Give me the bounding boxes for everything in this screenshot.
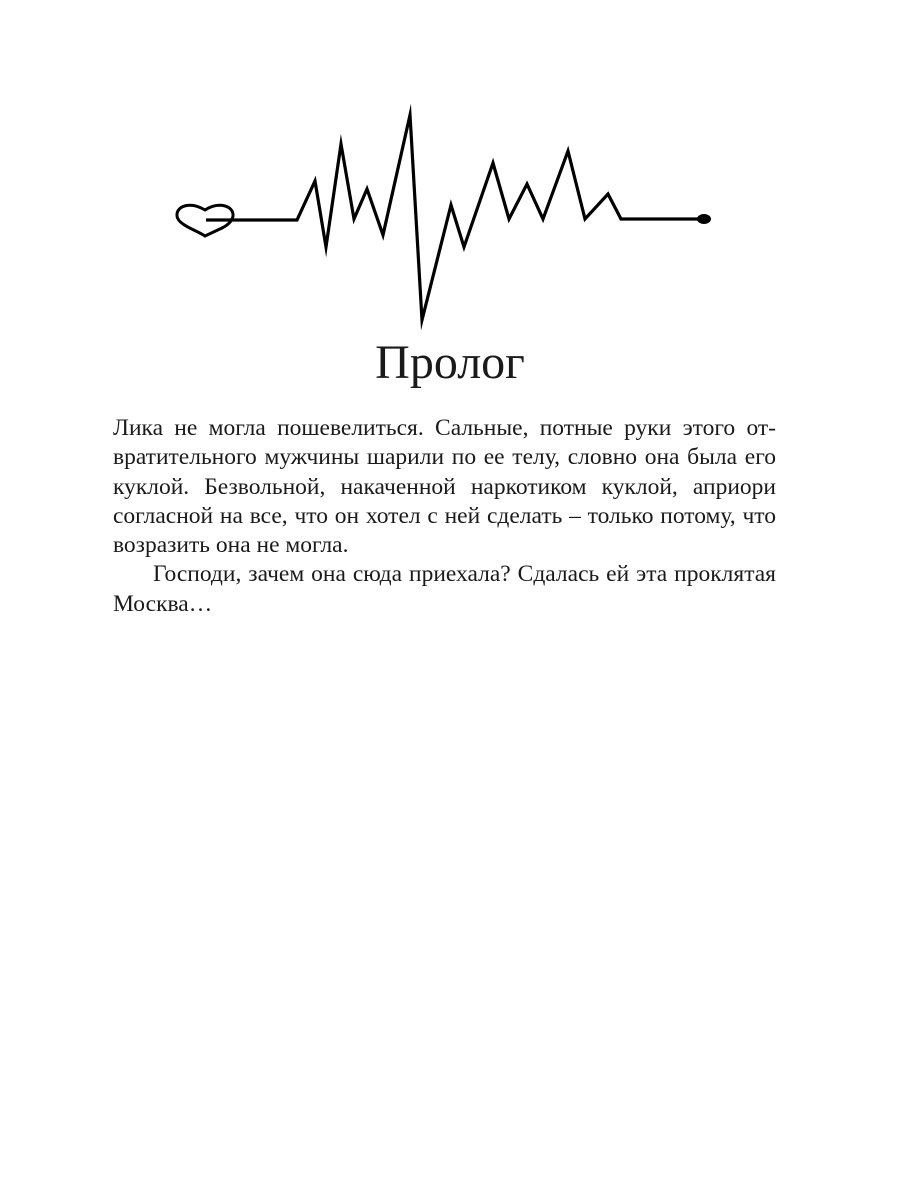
- chapter-body: [113, 414, 776, 619]
- paragraph-1: Лика не могла пошевелиться. Сальные, потные руки этого отвратительного мужчины шарили по ее телу, словно она была его куклой. Безвольной, накаченной наркотиком куклой, априори согласной на все, что он хотел с ней сделать – только потому, что возразить она не могла.: [113, 415, 776, 559]
- end-dot-icon: [697, 214, 711, 224]
- paragraph-2: Господи, зачем она сюда приехала? Сдалась ей эта проклятая Москва…: [113, 561, 776, 617]
- heartbeat-line: [206, 115, 703, 320]
- heartbeat-ornament: [0, 0, 900, 340]
- chapter-title: Пролог: [375, 336, 525, 389]
